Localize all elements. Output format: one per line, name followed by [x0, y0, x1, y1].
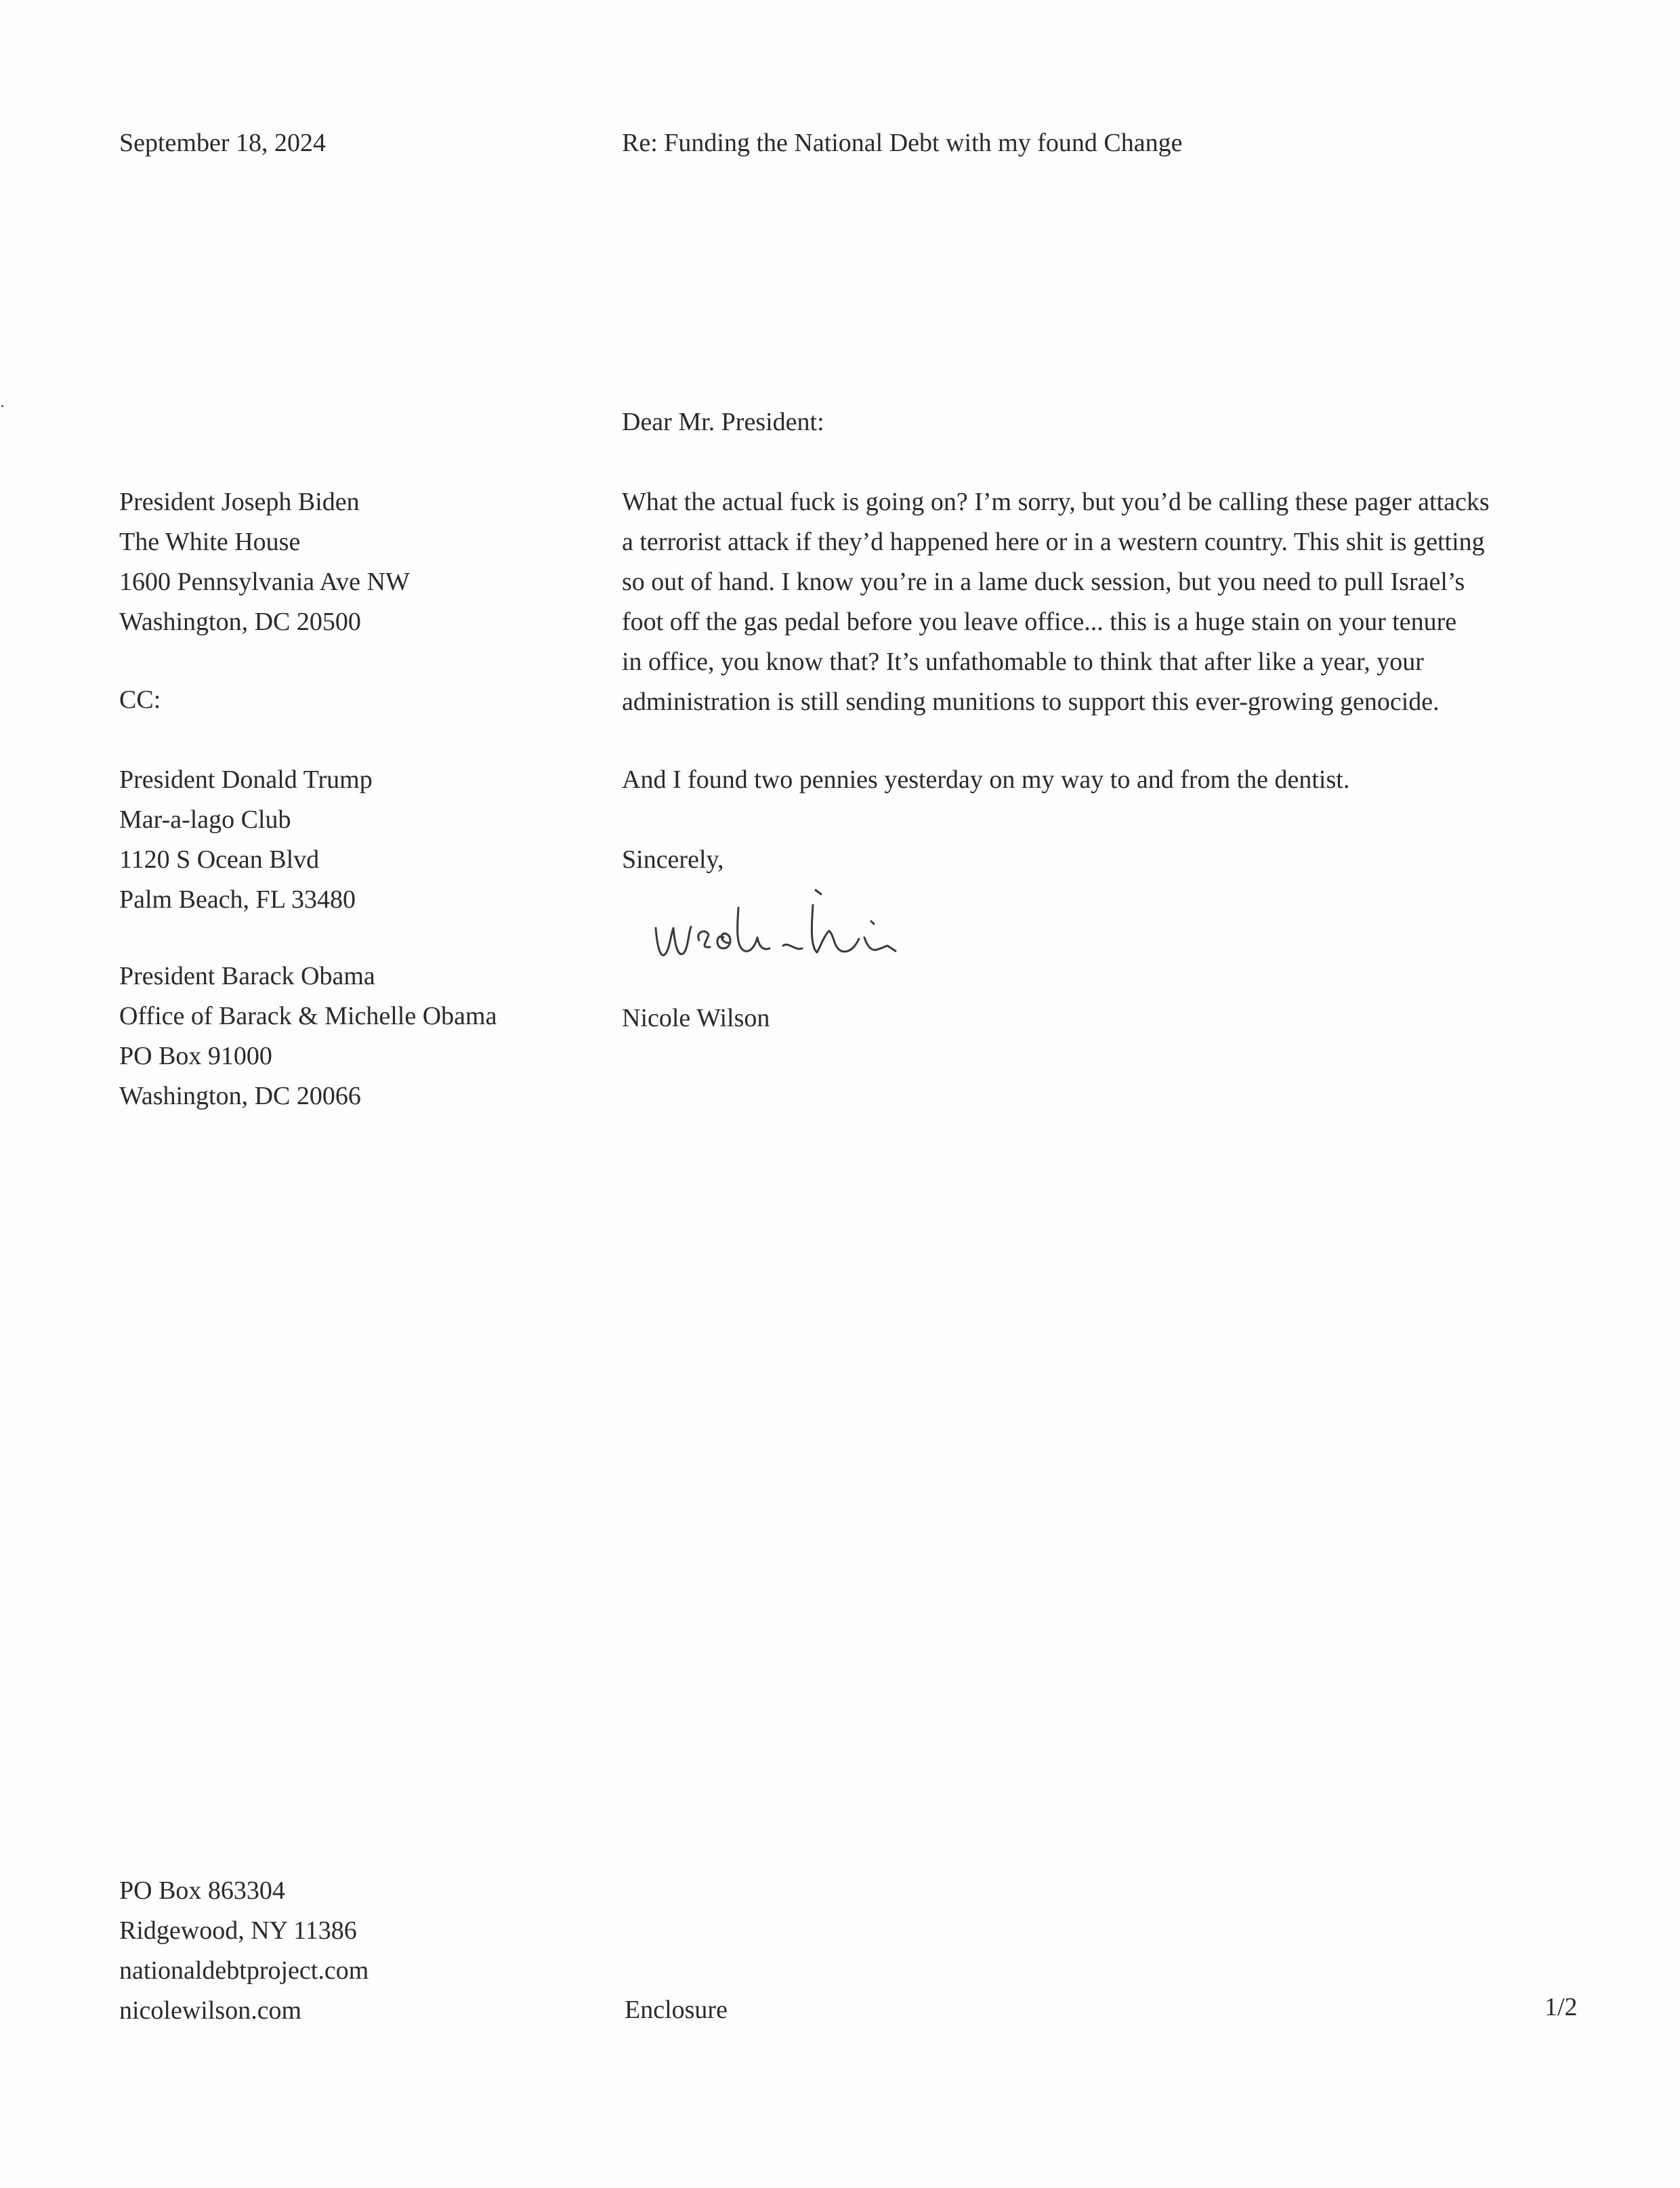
scan-speck [1, 405, 3, 407]
body-line: And I found two pennies yesterday on my way to and from the dentist. [622, 765, 1350, 794]
address-line: President Barack Obama [119, 962, 375, 990]
address-line: President Donald Trump [119, 765, 373, 794]
body-line: What the actual fuck is going on? I’m sorry, but you’d be calling these pager attacks [622, 488, 1490, 516]
body-line: administration is still sending munitions to support this ever-growing genocide. [622, 688, 1440, 716]
footer-line: PO Box 863304 [119, 1876, 285, 1905]
handwritten-signature [644, 881, 969, 975]
address-line: Mar-a-lago Club [119, 805, 291, 834]
page-number: 1/2 [1545, 1993, 1578, 2021]
sender-footer [119, 1871, 369, 2031]
footer-line: nationaldebtproject.com [119, 1956, 369, 1985]
address-line: PO Box 91000 [119, 1042, 272, 1070]
enclosure-note: Enclosure [625, 1996, 728, 2024]
address-line: President Joseph Biden [119, 488, 360, 516]
address-line: The White House [119, 528, 301, 556]
recipient-address [119, 482, 410, 642]
body-paragraph-1 [622, 482, 1584, 722]
address-line: 1600 Pennsylvania Ave NW [119, 568, 410, 596]
cc-address-2 [119, 956, 497, 1116]
address-line: Washington, DC 20500 [119, 608, 361, 636]
body-paragraph-2 [622, 760, 1584, 800]
body-line: a terrorist attack if they’d happened here or in a western country. This shit is getting [622, 528, 1485, 556]
cc-label [119, 680, 161, 720]
letter-subject: Re: Funding the National Debt with my found Change [622, 129, 1183, 157]
body-line: so out of hand. I know you’re in a lame duck session, but you need to pull Israel’s [622, 568, 1465, 596]
address-line: Office of Barack & Michelle Obama [119, 1002, 497, 1030]
address-line: 1120 S Ocean Blvd [119, 845, 320, 874]
address-line: Washington, DC 20066 [119, 1082, 361, 1110]
address-line: Palm Beach, FL 33480 [119, 885, 356, 914]
body-line: in office, you know that? It’s unfathomable to think that after like a year, your [622, 648, 1424, 676]
salutation: Dear Mr. President: [622, 408, 824, 436]
body-line: foot off the gas pedal before you leave office... this is a huge stain on your tenure [622, 608, 1457, 636]
footer-line: Ridgewood, NY 11386 [119, 1916, 357, 1945]
footer-line: nicolewilson.com [119, 1996, 302, 2025]
letter-date: September 18, 2024 [119, 129, 327, 157]
cc-label-text: CC: [119, 686, 161, 714]
cc-address-1 [119, 760, 373, 920]
closing: Sincerely, [622, 845, 724, 874]
signer-name: Nicole Wilson [622, 1004, 770, 1032]
